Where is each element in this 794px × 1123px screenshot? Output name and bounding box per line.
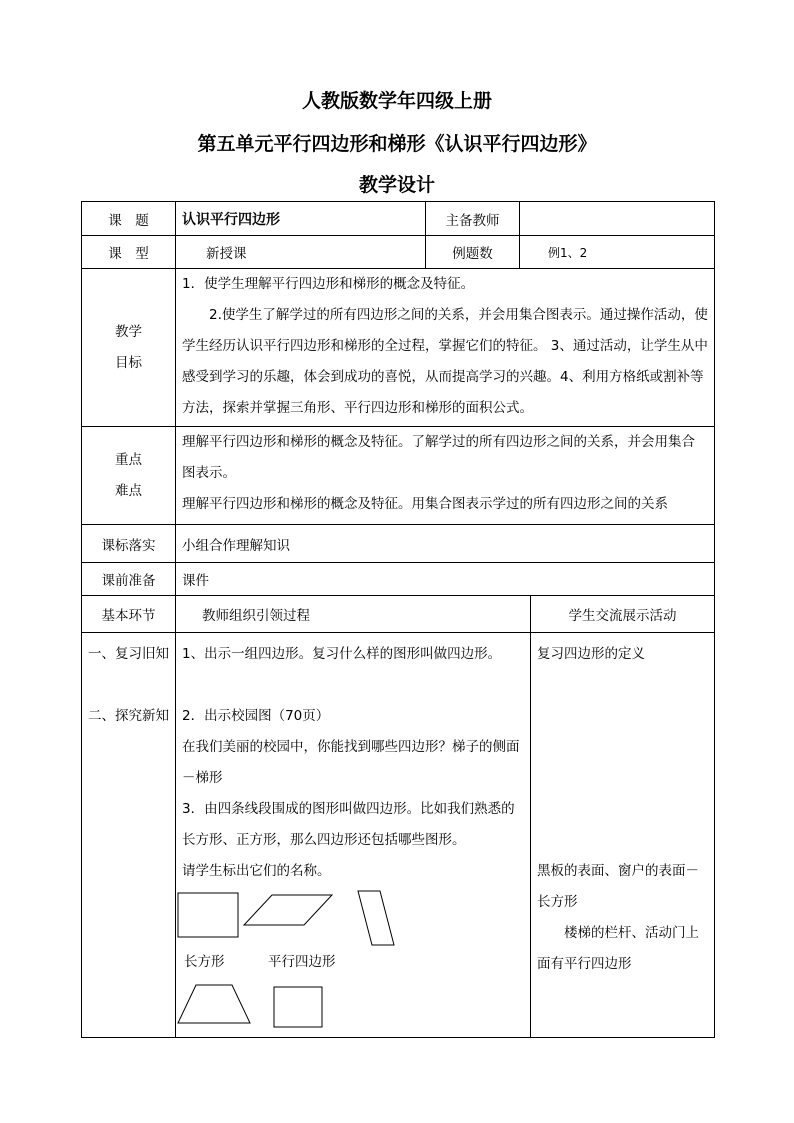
row-standard bbox=[82, 525, 715, 563]
row-process-header bbox=[82, 596, 715, 633]
doc-title-line3: 教学设计 bbox=[358, 174, 435, 196]
slanted-parallelogram-shape bbox=[358, 891, 394, 945]
goals-p1: 1．使学生理解平行四边形和梯形的概念及特征。 bbox=[182, 276, 475, 292]
topic-value: 认识平行四边形 bbox=[176, 202, 426, 236]
rectangle-label: 长方形 bbox=[184, 954, 225, 970]
row-key-points bbox=[82, 427, 715, 525]
shapes-figure bbox=[176, 889, 416, 1029]
topic-label-cell bbox=[82, 202, 176, 236]
key-points-content bbox=[176, 427, 715, 525]
teacher-p4: 3．由四条线段围成的图形叫做四边形。比如我们熟悉的长方形、正方形，那么四边形还包括哪些图形。 bbox=[182, 801, 515, 848]
stage-explore: 二、探究新知 bbox=[88, 708, 169, 724]
goals-p2: 2.使学生了解学过的所有四边形之间的关系，并会用集合图表示。通过操作活动，使学生经历认识平行四边形和梯形的全过程，掌握它们的特征。 3、通过活动，让学生从中感受到学习的乐趣，体会到成功的喜悦，从而提高学习的兴趣。4、利用方格纸或割补等方法，探索并掌握三角形、平行四边形和梯形的面积公式。 bbox=[182, 307, 708, 416]
goals-label bbox=[82, 269, 176, 427]
process-header-col1: 基本环节 bbox=[82, 596, 176, 633]
row-goals bbox=[82, 269, 715, 427]
examples-label: 例题数 bbox=[426, 236, 520, 269]
key-points-p2: 理解平行四边形和梯形的概念及特征。用集合图表示学过的所有四边形之间的关系 bbox=[182, 496, 668, 512]
student-p1: 复习四边形的定义 bbox=[537, 646, 645, 662]
teacher-p1: 1、出示一组四边形。复习什么样的图形叫做四边形。 bbox=[182, 646, 502, 662]
process-teacher-cell bbox=[176, 633, 531, 1038]
standard-label: 课标落实 bbox=[82, 525, 176, 563]
teacher-p5: 请学生标出它们的名称。 bbox=[182, 863, 331, 879]
goals-content bbox=[176, 269, 715, 427]
row-process bbox=[82, 633, 715, 1038]
teacher-p2: 2．出示校园图（70页） bbox=[182, 708, 330, 724]
student-p3: 楼梯的栏杆、活动门上面有平行四边形 bbox=[537, 925, 699, 972]
parallelogram-label: 平行四边形 bbox=[268, 954, 336, 970]
student-p2: 黑板的表面、窗户的表面－长方形 bbox=[537, 863, 699, 910]
row-type bbox=[82, 236, 715, 269]
key-points-p1: 理解平行四边形和梯形的概念及特征。了解学过的所有四边形之间的关系，并会用集合图表示。 bbox=[182, 434, 695, 481]
key-points-label-line1: 重点 bbox=[115, 451, 142, 468]
process-stage-cell bbox=[82, 633, 176, 1038]
standard-value: 小组合作理解知识 bbox=[176, 525, 715, 563]
lesson-plan-table bbox=[81, 201, 715, 1038]
process-header-col2: 教师组织引领过程 bbox=[176, 596, 531, 633]
process-student-cell bbox=[531, 633, 715, 1038]
row-topic bbox=[82, 202, 715, 236]
teacher-value bbox=[520, 202, 715, 236]
examples-value: 例1、2 bbox=[520, 236, 715, 269]
rectangle-shape bbox=[178, 893, 238, 937]
key-points-label bbox=[82, 427, 176, 525]
teacher-label: 主备教师 bbox=[426, 202, 520, 236]
type-label: 课 型 bbox=[82, 236, 176, 269]
square-shape bbox=[274, 987, 322, 1027]
prep-label: 课前准备 bbox=[82, 563, 176, 596]
prep-value: 课件 bbox=[176, 563, 715, 596]
stage-review: 一、复习旧知 bbox=[88, 646, 169, 662]
type-value: 新授课 bbox=[176, 236, 426, 269]
trapezoid-shape bbox=[178, 985, 250, 1023]
topic-label: 课 题 bbox=[108, 212, 149, 229]
doc-title-line1: 人教版数学年四级上册 bbox=[301, 90, 492, 112]
goals-label-line1: 教学 bbox=[115, 323, 142, 340]
key-points-label-line2: 难点 bbox=[115, 482, 142, 499]
doc-title-line2: 第五单元平行四边形和梯形《认识平行四边形》 bbox=[197, 133, 597, 155]
goals-label-line2: 目标 bbox=[115, 354, 142, 371]
parallelogram-shape bbox=[244, 895, 332, 925]
row-prep bbox=[82, 563, 715, 596]
teacher-p3: 在我们美丽的校园中，你能找到哪些四边形？梯子的侧面－梯形 bbox=[182, 739, 520, 786]
process-header-col3: 学生交流展示活动 bbox=[531, 596, 715, 633]
